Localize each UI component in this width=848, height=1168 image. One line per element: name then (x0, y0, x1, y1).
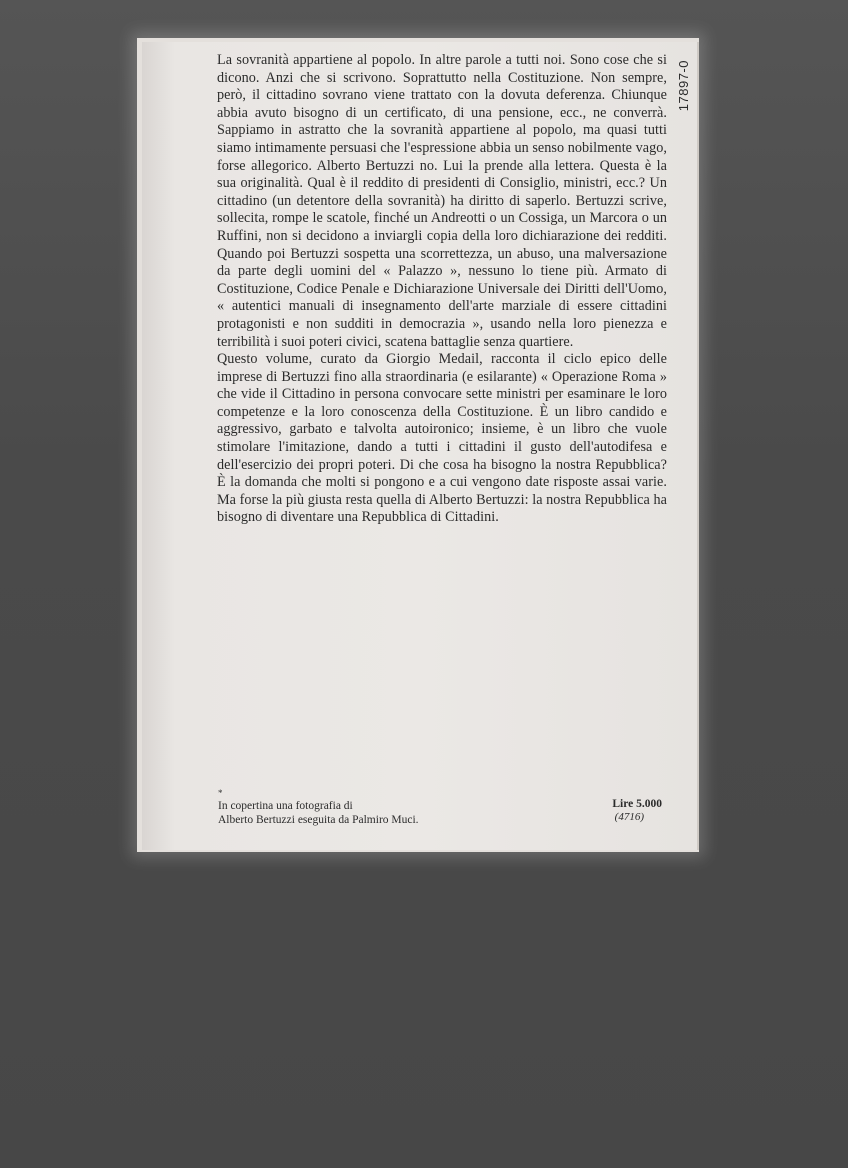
cover-credit-line-1: In copertina una fotografia di (218, 800, 353, 812)
cover-photo-credit (218, 800, 419, 827)
isbn-number: 17897-0 (676, 60, 691, 112)
price-label: Lire 5.000 (612, 798, 662, 810)
back-cover-blurb (217, 52, 667, 527)
blurb-paragraph-2: Questo volume, curato da Giorgio Medail, racconta il ciclo epico delle imprese di Bertuzzi fino alla straordinaria (e esilarante) « Operazione Roma » che vide il Cittadino in persona convocare sette ministri per esaminare le loro competenze e la loro conoscenza della Costituzione. È un libro candido e aggressivo, garbato e talvolta autoironico; insieme, è un libro che vuole stimolare l'imitazione, dando a tutti i cittadini il gusto dell'autodifesa e dell'esercizio dei propri poteri. Di che cosa ha bisogno la nostra Repubblica? È la domanda che molti si pongono e a cui vengono date risposte assai varie. Ma forse la più giusta resta quella di Alberto Bertuzzi: la nostra Repubblica ha bisogno di diventare una Repubblica di Cittadini. (217, 351, 667, 526)
star-mark: * (218, 788, 223, 798)
catalog-code: (4716) (614, 811, 644, 823)
blurb-paragraph-1: La sovranità appartiene al popolo. In altre parole a tutti noi. Sono cose che si dicono. Anzi che si scrivono. Soprattutto nella Costituzione. Non sempre, però, il cittadino sovrano viene trattato con la dovuta deferenza. Chiunque abbia avuto bisogno di un certificato, di una pensione, ecc., ne converrà. Sappiamo in astratto che la sovranità appartiene al popolo, ma quasi tutti siamo intimamente persuasi che l'espressione abbia un senso nobilmente vago, forse allegorico. Alberto Bertuzzi no. Lui la prende alla lettera. Questa è la sua originalità. Qual è il reddito di presidenti di Consiglio, ministri, ecc.? Un cittadino (un detentore della sovranità) ha diritto di saperlo. Bertuzzi scrive, sollecita, rompe le scatole, finché un Andreotti o un Cossiga, un Marcora o un Ruffini, non si decidono a inviargli copia della loro dichiarazione dei redditi. Quando poi Bertuzzi sospetta una scorrettezza, un abuso, una malversazione da parte degli uomini del « Palazzo », nessuno lo tiene più. Armato di Costituzione, Codice Penale e Dichiarazione Universale dei Diritti dell'Uomo, « autentici manuali di insegnamento dell'arte marziale di essere cittadini protagonisti e non sudditi in democrazia », usando nella loro pienezza e terribilità i suoi poteri civici, scatena battaglie senza quartiere. (217, 52, 667, 350)
cover-credit-line-2: Alberto Bertuzzi eseguita da Palmiro Muci. (218, 813, 419, 826)
price-block (612, 798, 662, 824)
